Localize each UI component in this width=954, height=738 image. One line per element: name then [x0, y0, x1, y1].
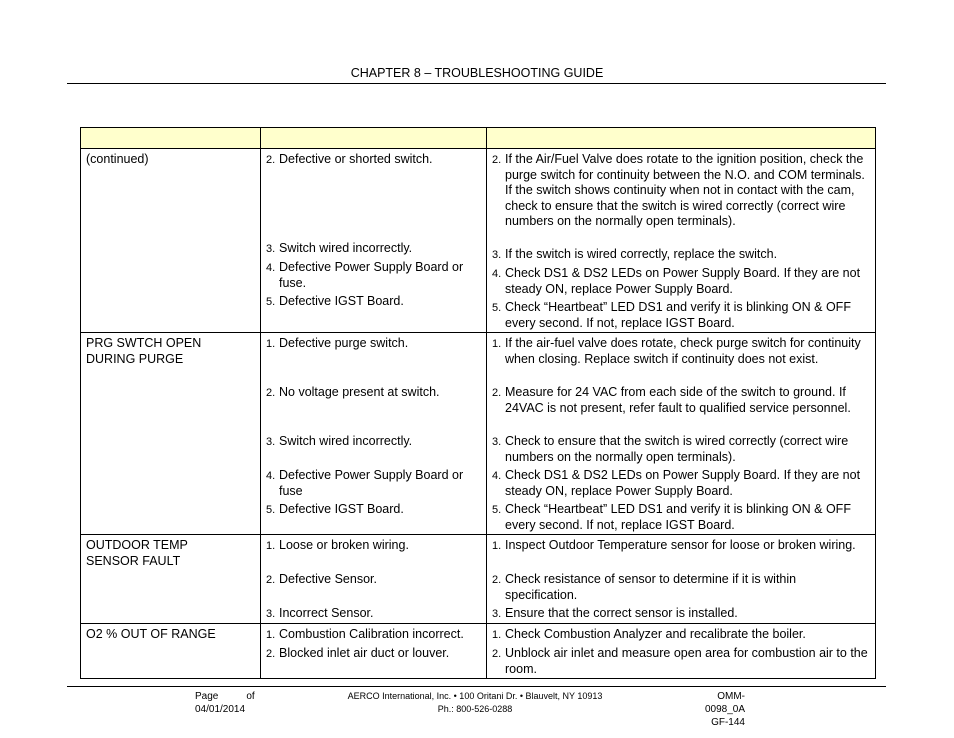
- troubleshooting-table: [80, 127, 876, 679]
- company-phone: Ph.: 800-526-0288: [437, 704, 513, 714]
- action-text: If the air-fuel valve does rotate, check purge switch for continuity when closing. Replace switch if continuity does not exist.: [505, 336, 861, 366]
- action-text: Check resistance of sensor to determine if it is within specification.: [505, 572, 797, 602]
- action-text: Ensure that the correct sensor is installed.: [505, 606, 738, 620]
- footer-page-info: [195, 690, 275, 716]
- header-cell-action: [487, 128, 876, 149]
- action-text: If the Air/Fuel Valve does rotate to the ignition position, check the purge switch for continuity between the N.O. and COM terminals. If the switch shows continuity when not in contact with the cam, check to ensure that the switch is wired correctly (correct wire numbers on the normally open terminals).: [505, 152, 865, 228]
- item-number: 1.: [492, 540, 502, 552]
- action-text: Inspect Outdoor Temperature sensor for loose or broken wiring.: [505, 538, 856, 552]
- table-row: [81, 149, 876, 333]
- header-cell-cause: [261, 128, 487, 149]
- item-number: 1.: [266, 338, 276, 350]
- list-item: [492, 606, 870, 622]
- footer-date: 04/01/2014: [195, 704, 246, 715]
- header-rule: [67, 83, 886, 84]
- footer-company: [320, 690, 630, 716]
- item-number: 2.: [266, 648, 276, 660]
- action-text: Measure for 24 VAC from each side of the switch to ground. If 24VAC is not present, refer fault to qualified service personnel.: [505, 385, 851, 415]
- action-text: If the switch is wired correctly, replace the switch.: [505, 247, 778, 261]
- item-number: 3.: [266, 436, 276, 448]
- cause-text: Incorrect Sensor.: [279, 606, 374, 620]
- cause-cell: [261, 624, 487, 679]
- list-item: [266, 241, 481, 260]
- table-header-row: [81, 128, 876, 149]
- action-text: Check to ensure that the switch is wired correctly (correct wire numbers on the normally open terminals).: [505, 434, 849, 464]
- item-number: 5.: [266, 504, 276, 516]
- list-item: [266, 572, 481, 606]
- list-item: [492, 300, 870, 331]
- list-item: [492, 646, 870, 677]
- cause-cell: [261, 535, 487, 624]
- item-number: 5.: [492, 302, 502, 314]
- list-item: [492, 572, 870, 606]
- cause-text: Switch wired incorrectly.: [279, 434, 413, 448]
- item-number: 1.: [266, 629, 276, 641]
- footer-rule: [67, 686, 886, 687]
- cause-text: Defective Power Supply Board or fuse.: [279, 260, 464, 290]
- item-number: 3.: [492, 436, 502, 448]
- table-row: [81, 333, 876, 535]
- action-text: Check “Heartbeat” LED DS1 and verify it is blinking ON & OFF every second. If not, replace IGST Board.: [505, 502, 851, 532]
- item-number: 2.: [492, 574, 502, 586]
- item-number: 5.: [492, 504, 502, 516]
- action-text: Check DS1 & DS2 LEDs on Power Supply Board. If they are not steady ON, replace Power Supply Board.: [505, 266, 861, 296]
- item-number: 2.: [266, 574, 276, 586]
- cause-text: Defective Sensor.: [279, 572, 377, 586]
- list-item: [266, 538, 481, 572]
- list-item: [266, 646, 481, 677]
- fault-cell: OUTDOOR TEMP SENSOR FAULT: [81, 535, 261, 624]
- item-number: 5.: [266, 296, 276, 308]
- action-text: Check Combustion Analyzer and recalibrate the boiler.: [505, 627, 806, 641]
- cause-text: Defective IGST Board.: [279, 294, 404, 308]
- item-number: 3.: [492, 608, 502, 620]
- page-label: Page: [195, 691, 219, 702]
- cause-text: No voltage present at switch.: [279, 385, 440, 399]
- list-item: [492, 538, 870, 572]
- action-text: Unblock air inlet and measure open area for combustion air to the room.: [505, 646, 868, 676]
- item-number: 2.: [266, 387, 276, 399]
- fault-cell: (continued): [81, 149, 261, 333]
- item-number: 4.: [492, 268, 502, 280]
- cause-text: Defective purge switch.: [279, 336, 409, 350]
- list-item: [266, 336, 481, 385]
- cause-text: Loose or broken wiring.: [279, 538, 409, 552]
- fault-cell: PRG SWTCH OPEN DURING PURGE: [81, 333, 261, 535]
- list-item: [492, 627, 870, 646]
- item-number: 4.: [266, 262, 276, 274]
- item-number: 2.: [492, 648, 502, 660]
- table-row: [81, 535, 876, 624]
- fault-cell: O2 % OUT OF RANGE: [81, 624, 261, 679]
- action-text: Check “Heartbeat” LED DS1 and verify it is blinking ON & OFF every second. If not, replace IGST Board.: [505, 300, 851, 330]
- list-item: [492, 336, 870, 385]
- cause-text: Defective IGST Board.: [279, 502, 404, 516]
- list-item: [266, 385, 481, 434]
- item-number: 1.: [492, 338, 502, 350]
- list-item: [266, 294, 481, 325]
- company-address: AERCO International, Inc. • 100 Oritani Dr. • Blauvelt, NY 10913: [347, 691, 603, 701]
- of-label: of: [246, 691, 255, 702]
- item-number: 2.: [266, 154, 276, 166]
- cause-cell: [261, 333, 487, 535]
- item-number: 2.: [492, 154, 502, 166]
- list-item: [266, 152, 481, 241]
- action-cell: [487, 535, 876, 624]
- list-item: [492, 266, 870, 300]
- doc-id: OMM-0098_0A: [704, 691, 745, 715]
- list-item: [492, 385, 870, 434]
- cause-cell: [261, 149, 487, 333]
- item-number: 1.: [266, 540, 276, 552]
- footer-doc: [685, 690, 745, 729]
- list-item: [492, 502, 870, 533]
- item-number: 3.: [266, 243, 276, 255]
- list-item: [492, 247, 870, 266]
- item-number: 4.: [492, 470, 502, 482]
- doc-code: GF-144: [711, 717, 745, 728]
- list-item: [492, 152, 870, 247]
- cause-text: Defective or shorted switch.: [279, 152, 433, 166]
- list-item: [492, 468, 870, 502]
- item-number: 3.: [266, 608, 276, 620]
- list-item: [266, 468, 481, 502]
- action-cell: [487, 624, 876, 679]
- action-text: Check DS1 & DS2 LEDs on Power Supply Board. If they are not steady ON, replace Power Supply Board.: [505, 468, 861, 498]
- list-item: [266, 606, 481, 622]
- cause-text: Switch wired incorrectly.: [279, 241, 413, 255]
- list-item: [492, 434, 870, 468]
- list-item: [266, 627, 481, 646]
- header-cell-fault: [81, 128, 261, 149]
- cause-text: Defective Power Supply Board or fuse: [279, 468, 464, 498]
- cause-text: Combustion Calibration incorrect.: [279, 627, 464, 641]
- list-item: [266, 502, 481, 533]
- item-number: 3.: [492, 249, 502, 261]
- table-row: [81, 624, 876, 679]
- cause-text: Blocked inlet air duct or louver.: [279, 646, 450, 660]
- action-cell: [487, 149, 876, 333]
- chapter-title: CHAPTER 8 – TROUBLESHOOTING GUIDE: [350, 66, 604, 80]
- item-number: 4.: [266, 470, 276, 482]
- item-number: 2.: [492, 387, 502, 399]
- list-item: [266, 260, 481, 294]
- list-item: [266, 434, 481, 468]
- action-cell: [487, 333, 876, 535]
- item-number: 1.: [492, 629, 502, 641]
